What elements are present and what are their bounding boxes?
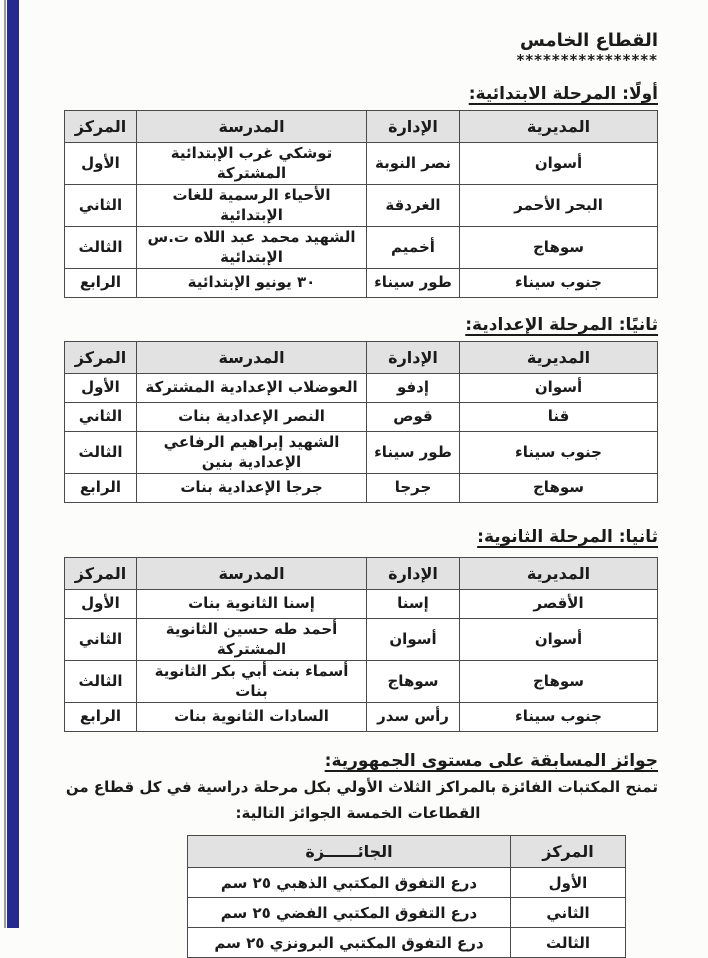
secondary-stage-table <box>64 557 658 732</box>
asterisk-separator: **************** <box>516 50 658 69</box>
cell-administration: طور سيناء <box>367 269 460 298</box>
cell-school: توشكي غرب الإبتدائية المشتركة <box>137 143 367 185</box>
table-row <box>65 403 658 432</box>
header-rank: المركز <box>511 836 626 868</box>
header-administration: الإدارة <box>367 111 460 143</box>
table-row <box>65 143 658 185</box>
cell-rank: الثاني <box>65 185 137 227</box>
table-row <box>188 898 626 928</box>
cell-directorate: سوهاج <box>460 661 658 703</box>
table-header-row <box>188 836 626 868</box>
table-header-row <box>65 111 658 143</box>
cell-administration: نصر النوبة <box>367 143 460 185</box>
cell-prize: درع التفوق المكتبي البرونزي ٢٥ سم <box>188 928 511 958</box>
cell-administration: أسوان <box>367 619 460 661</box>
primary-stage-table <box>64 110 658 298</box>
header-rank: المركز <box>65 558 137 590</box>
header-directorate: المديرية <box>460 558 658 590</box>
cell-directorate: أسوان <box>460 374 658 403</box>
scan-edge-line <box>4 0 6 928</box>
cell-school: الشهيد محمد عبد اللاه ت.س الإبتدائية <box>137 227 367 269</box>
table-row <box>65 474 658 503</box>
cell-directorate: قنا <box>460 403 658 432</box>
cell-administration: طور سيناء <box>367 432 460 474</box>
cell-directorate: الأقصر <box>460 590 658 619</box>
cell-administration: إسنا <box>367 590 460 619</box>
cell-rank: الرابع <box>65 269 137 298</box>
cell-directorate: جنوب سيناء <box>460 432 658 474</box>
cell-administration: قوص <box>367 403 460 432</box>
table-row <box>65 185 658 227</box>
header-rank: المركز <box>65 111 137 143</box>
table-row <box>65 269 658 298</box>
document-content <box>58 0 658 958</box>
header-administration: الإدارة <box>367 558 460 590</box>
cell-administration: رأس سدر <box>367 703 460 732</box>
cell-rank: الأول <box>65 374 137 403</box>
cell-rank: الثالث <box>65 432 137 474</box>
cell-rank: الرابع <box>65 474 137 503</box>
table-row <box>65 432 658 474</box>
cell-directorate: جنوب سيناء <box>460 703 658 732</box>
cell-administration: إدفو <box>367 374 460 403</box>
cell-rank: الثاني <box>65 619 137 661</box>
cell-administration: سوهاج <box>367 661 460 703</box>
header-administration: الإدارة <box>367 342 460 374</box>
prizes-table <box>187 835 626 958</box>
section-heading-preparatory: ثانيًا: المرحلة الإعدادية: <box>465 315 658 336</box>
cell-rank: الثالث <box>65 227 137 269</box>
table-row <box>65 590 658 619</box>
cell-school: أحمد طه حسين الثانوية المشتركة <box>137 619 367 661</box>
cell-directorate: البحر الأحمر <box>460 185 658 227</box>
cell-directorate: أسوان <box>460 619 658 661</box>
header-directorate: المديرية <box>460 342 658 374</box>
header-rank: المركز <box>65 342 137 374</box>
prizes-description-line1: تمنح المكتبات الفائزة بالمراكز الثلاث الأولي بكل مرحلة دراسية في كل قطاع من <box>65 778 658 797</box>
header-prize: الجائــــــزة <box>188 836 511 868</box>
cell-administration: أخميم <box>367 227 460 269</box>
table-header-row <box>65 558 658 590</box>
cell-school: أسماء بنت أبي بكر الثانوية بنات <box>137 661 367 703</box>
page-title: القطاع الخامس <box>520 30 658 51</box>
cell-school: السادات الثانوية بنات <box>137 703 367 732</box>
cell-rank: الثالث <box>511 928 626 958</box>
table-row <box>65 227 658 269</box>
cell-school: ٣٠ يونيو الإبتدائية <box>137 269 367 298</box>
table-row <box>65 619 658 661</box>
section-heading-secondary: ثانيا: المرحلة الثانوية: <box>477 527 658 548</box>
header-school: المدرسة <box>137 342 367 374</box>
cell-rank: الرابع <box>65 703 137 732</box>
cell-school: جرجا الإعدادية بنات <box>137 474 367 503</box>
cell-directorate: أسوان <box>460 143 658 185</box>
cell-prize: درع التفوق المكتبي الذهبي ٢٥ سم <box>188 868 511 898</box>
cell-administration: الغردقة <box>367 185 460 227</box>
header-school: المدرسة <box>137 111 367 143</box>
cell-directorate: سوهاج <box>460 474 658 503</box>
table-row <box>188 928 626 958</box>
preparatory-stage-table <box>64 341 658 503</box>
cell-administration: جرجا <box>367 474 460 503</box>
cell-school: إسنا الثانوية بنات <box>137 590 367 619</box>
cell-prize: درع التفوق المكتبي الفضي ٢٥ سم <box>188 898 511 928</box>
cell-rank: الثاني <box>65 403 137 432</box>
table-row <box>65 703 658 732</box>
cell-rank: الأول <box>65 143 137 185</box>
cell-school: الشهيد إبراهيم الرفاعي الإعدادية بنين <box>137 432 367 474</box>
cell-rank: الأول <box>65 590 137 619</box>
cell-directorate: سوهاج <box>460 227 658 269</box>
header-school: المدرسة <box>137 558 367 590</box>
cell-directorate: جنوب سيناء <box>460 269 658 298</box>
prizes-description <box>58 774 658 826</box>
cell-rank: الثالث <box>65 661 137 703</box>
table-header-row <box>65 342 658 374</box>
table-row <box>188 868 626 898</box>
table-row <box>65 661 658 703</box>
table-row <box>65 374 658 403</box>
cell-school: النصر الإعدادية بنات <box>137 403 367 432</box>
section-heading-primary: أولًا: المرحلة الابتدائية: <box>468 84 658 105</box>
cell-rank: الثاني <box>511 898 626 928</box>
scan-edge-blue-stripe <box>7 0 19 928</box>
cell-school: العوضلاب الإعدادية المشتركة <box>137 374 367 403</box>
cell-rank: الأول <box>511 868 626 898</box>
header-directorate: المديرية <box>460 111 658 143</box>
section-heading-prizes: جوائز المسابقة على مستوى الجمهورية: <box>324 751 658 772</box>
cell-school: الأحياء الرسمية للغات الإبتدائية <box>137 185 367 227</box>
prizes-description-line2: القطاعات الخمسة الجوائز التالية: <box>235 804 481 823</box>
